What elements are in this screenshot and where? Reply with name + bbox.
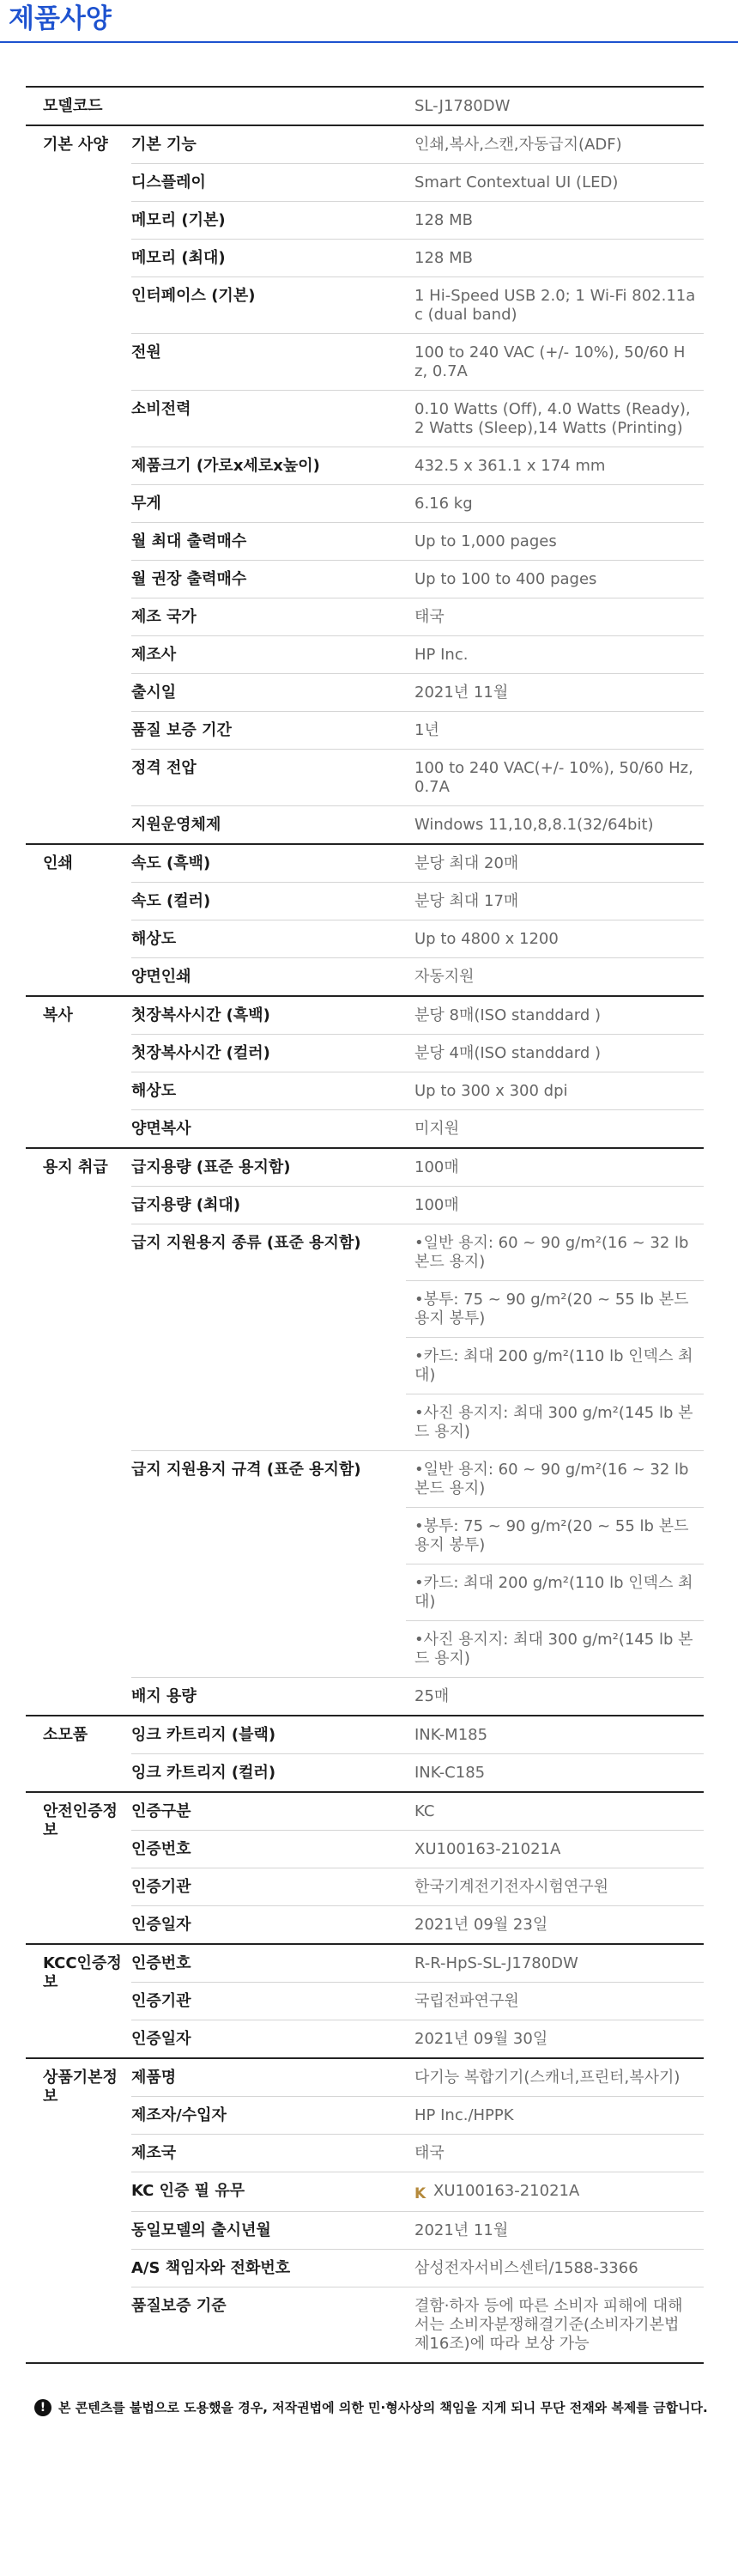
spec-row bbox=[131, 202, 704, 240]
spec-value: 100 to 240 VAC(+/- 10%), 50/60 Hz, 0.7A bbox=[414, 759, 693, 796]
copyright-notice bbox=[34, 2398, 738, 2417]
section-category: 기본 사양 bbox=[43, 136, 108, 154]
spec-section bbox=[26, 2059, 704, 2364]
spec-label: 정격 전압 bbox=[131, 759, 197, 777]
spec-value: 분당 4매(ISO standdard ) bbox=[414, 1044, 601, 1062]
spec-row bbox=[131, 1906, 704, 1943]
spec-values bbox=[406, 1035, 704, 1072]
spec-value: INK-C185 bbox=[414, 1764, 486, 1782]
spec-values bbox=[406, 845, 704, 882]
page-title: 제품사양 bbox=[0, 0, 738, 43]
spec-row bbox=[131, 806, 704, 843]
spec-row bbox=[131, 997, 704, 1035]
spec-value: Up to 1,000 pages bbox=[414, 532, 557, 550]
spec-label: 제조국 bbox=[131, 2144, 177, 2162]
spec-values bbox=[406, 1451, 704, 1677]
section-category: 모델코드 bbox=[43, 97, 103, 115]
spec-row bbox=[131, 1072, 704, 1110]
spec-value: •일반 용지: 60 ~ 90 g/m²(16 ~ 32 lb 본드 용지) bbox=[406, 1224, 704, 1281]
spec-value: 태국 bbox=[414, 2144, 445, 2162]
spec-label: 품질보증 기준 bbox=[131, 2297, 227, 2315]
spec-values bbox=[406, 1072, 704, 1109]
spec-values bbox=[406, 1945, 704, 1982]
spec-row bbox=[131, 598, 704, 636]
spec-row bbox=[131, 1945, 704, 1983]
spec-values bbox=[406, 997, 704, 1034]
spec-row bbox=[131, 1983, 704, 2020]
spec-value: •사진 용지지: 최대 300 g/m²(145 lb 본드 용지) bbox=[414, 1631, 693, 1668]
spec-value: 분당 최대 20매 bbox=[414, 854, 519, 872]
section-rows bbox=[131, 88, 704, 125]
spec-row bbox=[131, 2250, 704, 2287]
spec-label: 기본 기능 bbox=[131, 136, 197, 154]
spec-value: 자동지원 bbox=[414, 968, 475, 986]
spec-label: 인증구분 bbox=[131, 1802, 191, 1820]
spec-label: 인증기관 bbox=[131, 1878, 191, 1896]
spec-values bbox=[406, 1793, 704, 1830]
spec-value: 다기능 복합기기(스캐너,프린터,복사기) bbox=[414, 2069, 681, 2087]
section-category: 안전인증정보 bbox=[43, 1802, 118, 1839]
spec-row bbox=[131, 334, 704, 391]
spec-values bbox=[406, 883, 704, 920]
spec-values bbox=[406, 2250, 704, 2287]
spec-row bbox=[131, 1754, 704, 1791]
spec-values bbox=[406, 2212, 704, 2249]
spec-row bbox=[131, 712, 704, 750]
section-category: 복사 bbox=[43, 1006, 73, 1024]
spec-values bbox=[406, 126, 704, 163]
spec-row bbox=[131, 240, 704, 277]
spec-value: 100 to 240 VAC (+/- 10%), 50/60 Hz, 0.7A bbox=[414, 343, 686, 380]
spec-value: 2021년 11월 bbox=[414, 2221, 509, 2239]
spec-value: R-R-HpS-SL-J1780DW bbox=[414, 1954, 578, 1972]
spec-values bbox=[406, 277, 704, 333]
section-rows bbox=[131, 845, 704, 995]
spec-label: 양면복사 bbox=[131, 1120, 191, 1138]
spec-label: A/S 책임자와 전화번호 bbox=[131, 2259, 291, 2277]
spec-row bbox=[131, 2212, 704, 2250]
spec-label: 해상도 bbox=[131, 1082, 177, 1100]
spec-values bbox=[406, 636, 704, 673]
spec-row bbox=[131, 1868, 704, 1906]
spec-value: •봉투: 75 ~ 90 g/m²(20 ~ 55 lb 본드 용지 봉투) bbox=[406, 1281, 704, 1338]
spec-values bbox=[406, 391, 704, 447]
section-category: 상품기본정보 bbox=[43, 2069, 118, 2105]
spec-value: XU100163-21021A bbox=[414, 1840, 561, 1858]
spec-label: 급지용량 (표준 용지함) bbox=[131, 1158, 291, 1176]
spec-row bbox=[131, 2135, 704, 2172]
spec-value: •봉투: 75 ~ 90 g/m²(20 ~ 55 lb 본드 용지 봉투) bbox=[406, 1508, 704, 1564]
spec-row bbox=[131, 88, 704, 125]
spec-value: 1년 bbox=[414, 721, 439, 739]
section-rows bbox=[131, 997, 704, 1147]
spec-value: 432.5 x 361.1 x 174 mm bbox=[414, 457, 606, 475]
spec-value: 128 MB bbox=[414, 249, 473, 267]
spec-label bbox=[131, 88, 406, 125]
spec-row bbox=[131, 1149, 704, 1187]
section-rows bbox=[131, 1716, 704, 1791]
section-category: 소모품 bbox=[43, 1726, 88, 1744]
spec-label: 첫장복사시간 (흑백) bbox=[131, 1006, 270, 1024]
spec-row bbox=[131, 750, 704, 806]
spec-row bbox=[131, 485, 704, 523]
spec-row bbox=[131, 920, 704, 958]
spec-value: 삼성전자서비스센터/1588-3366 bbox=[414, 2259, 638, 2277]
spec-value: 태국 bbox=[414, 608, 445, 626]
spec-label: 잉크 카트리지 (블랙) bbox=[131, 1726, 276, 1744]
spec-row bbox=[131, 2020, 704, 2057]
spec-values bbox=[406, 920, 704, 957]
spec-row bbox=[131, 883, 704, 920]
spec-label: 무게 bbox=[131, 495, 161, 513]
spec-value: •사진 용지지: 최대 300 g/m²(145 lb 본드 용지) bbox=[414, 1404, 693, 1441]
spec-label: 배지 용량 bbox=[131, 1687, 197, 1705]
spec-values bbox=[406, 806, 704, 843]
spec-section bbox=[26, 1793, 704, 1945]
spec-row bbox=[131, 636, 704, 674]
spec-label: 해상도 bbox=[131, 930, 177, 948]
kc-mark-icon: K bbox=[414, 2185, 426, 2202]
spec-section bbox=[26, 1716, 704, 1793]
spec-values bbox=[406, 485, 704, 522]
spec-row bbox=[131, 277, 704, 334]
spec-section bbox=[26, 997, 704, 1149]
spec-label: 제품명 bbox=[131, 2069, 177, 2087]
spec-label: 동일모델의 출시년월 bbox=[131, 2221, 271, 2239]
spec-label: 급지 지원용지 규격 (표준 용지함) bbox=[131, 1461, 361, 1479]
spec-value: INK-M185 bbox=[414, 1726, 488, 1744]
spec-label: 출시일 bbox=[131, 683, 177, 702]
spec-value: Up to 4800 x 1200 bbox=[414, 930, 559, 948]
spec-row bbox=[131, 2287, 704, 2362]
spec-label: 속도 (컬러) bbox=[131, 892, 211, 910]
spec-value: Up to 300 x 300 dpi bbox=[414, 1082, 568, 1100]
exclamation-icon: ! bbox=[34, 2399, 51, 2416]
spec-values bbox=[406, 958, 704, 995]
spec-value: 100매 bbox=[414, 1196, 459, 1214]
spec-values bbox=[406, 561, 704, 598]
spec-value: 25매 bbox=[414, 1687, 450, 1705]
spec-label: 월 권장 출력매수 bbox=[131, 570, 247, 588]
spec-value: HP Inc. bbox=[414, 646, 469, 664]
spec-label: 인증일자 bbox=[131, 2030, 191, 2048]
section-rows bbox=[131, 1793, 704, 1943]
spec-section bbox=[26, 1149, 704, 1716]
spec-values bbox=[406, 240, 704, 276]
spec-values bbox=[406, 2172, 704, 2211]
spec-label: 디스플레이 bbox=[131, 173, 206, 191]
section-rows bbox=[131, 1149, 704, 1715]
spec-value: 1 Hi-Speed USB 2.0; 1 Wi-Fi 802.11ac (dual band) bbox=[414, 287, 696, 324]
spec-label: 첫장복사시간 (컬러) bbox=[131, 1044, 270, 1062]
spec-row bbox=[131, 1187, 704, 1224]
spec-value: 0.10 Watts (Off), 4.0 Watts (Ready), 2 Watts (Sleep),14 Watts (Printing) bbox=[414, 400, 691, 437]
spec-row bbox=[131, 1110, 704, 1147]
spec-row bbox=[131, 561, 704, 598]
spec-value: 분당 8매(ISO standdard ) bbox=[414, 1006, 601, 1024]
spec-values bbox=[406, 598, 704, 635]
spec-values bbox=[406, 2135, 704, 2172]
spec-label: 인증일자 bbox=[131, 1916, 191, 1934]
spec-label: 메모리 (최대) bbox=[131, 249, 226, 267]
spec-value: Up to 100 to 400 pages bbox=[414, 570, 597, 588]
spec-row bbox=[131, 845, 704, 883]
spec-label: 지원운영체제 bbox=[131, 816, 221, 834]
spec-value: 128 MB bbox=[414, 211, 473, 229]
section-category: 인쇄 bbox=[43, 854, 73, 872]
spec-label: 제품크기 (가로x세로x높이) bbox=[131, 457, 320, 475]
spec-values bbox=[406, 1678, 704, 1715]
spec-value: •카드: 최대 200 g/m²(110 lb 인덱스 최대) bbox=[406, 1338, 704, 1394]
spec-label: 제조사 bbox=[131, 646, 177, 664]
spec-value: 2021년 11월 bbox=[414, 683, 509, 702]
spec-label: 속도 (흑백) bbox=[131, 854, 211, 872]
spec-label: 인증기관 bbox=[131, 1992, 191, 2010]
spec-value: 100매 bbox=[414, 1158, 459, 1176]
spec-values bbox=[406, 2020, 704, 2057]
spec-section bbox=[26, 1945, 704, 2059]
spec-values bbox=[406, 1754, 704, 1791]
section-rows bbox=[131, 2059, 704, 2362]
spec-values bbox=[406, 2059, 704, 2096]
spec-value: •일반 용지: 60 ~ 90 g/m²(16 ~ 32 lb 본드 용지) bbox=[406, 1451, 704, 1508]
spec-values bbox=[406, 1983, 704, 2020]
section-category: 용지 취급 bbox=[43, 1158, 108, 1176]
spec-row bbox=[131, 126, 704, 164]
spec-value: 국립전파연구원 bbox=[414, 1992, 519, 2010]
spec-value: HP Inc./HPPK bbox=[414, 2106, 514, 2124]
spec-values bbox=[406, 1110, 704, 1147]
spec-label: 품질 보증 기간 bbox=[131, 721, 232, 739]
spec-table bbox=[26, 86, 704, 2364]
section-rows bbox=[131, 1945, 704, 2057]
spec-value: •카드: 최대 200 g/m²(110 lb 인덱스 최대) bbox=[406, 1564, 704, 1621]
spec-value: 분당 최대 17매 bbox=[414, 892, 519, 910]
spec-label: 제조자/수입자 bbox=[131, 2106, 227, 2124]
spec-row bbox=[131, 958, 704, 995]
spec-label: 급지용량 (최대) bbox=[131, 1196, 241, 1214]
spec-values bbox=[406, 334, 704, 390]
spec-label: 제조 국가 bbox=[131, 608, 197, 626]
spec-row bbox=[131, 164, 704, 202]
spec-values bbox=[406, 750, 704, 805]
spec-row bbox=[131, 1035, 704, 1072]
spec-values bbox=[406, 202, 704, 239]
spec-values bbox=[406, 88, 704, 125]
spec-label: 메모리 (기본) bbox=[131, 211, 226, 229]
spec-row bbox=[131, 523, 704, 561]
spec-label: 전원 bbox=[131, 343, 161, 361]
spec-label: 급지 지원용지 종류 (표준 용지함) bbox=[131, 1234, 361, 1252]
spec-values bbox=[406, 1906, 704, 1943]
section-rows bbox=[131, 126, 704, 843]
spec-row bbox=[131, 1678, 704, 1715]
spec-value: Windows 11,10,8,8.1(32/64bit) bbox=[414, 816, 654, 834]
spec-value: 6.16 kg bbox=[414, 495, 473, 513]
spec-values bbox=[406, 1187, 704, 1224]
spec-section bbox=[26, 845, 704, 997]
spec-value: 인쇄,복사,스캔,자동급지(ADF) bbox=[414, 136, 622, 154]
spec-value: 미지원 bbox=[414, 1120, 460, 1138]
spec-values bbox=[406, 447, 704, 484]
spec-value bbox=[406, 2172, 704, 2211]
spec-value: 2021년 09월 23일 bbox=[414, 1916, 548, 1934]
notice-text: 본 콘텐츠를 불법으로 도용했을 경우, 저작권법에 의한 민·형사상의 책임을 지게 되니 무단 전재와 복제를 금합니다. bbox=[58, 2400, 708, 2415]
spec-row bbox=[131, 2172, 704, 2212]
spec-values bbox=[406, 2097, 704, 2134]
spec-values bbox=[406, 523, 704, 560]
spec-row bbox=[131, 1793, 704, 1831]
spec-label: 인터페이스 (기본) bbox=[131, 287, 256, 305]
spec-row bbox=[131, 391, 704, 447]
spec-values bbox=[406, 2287, 704, 2362]
spec-value: SL-J1780DW bbox=[414, 97, 511, 115]
spec-row bbox=[131, 2059, 704, 2097]
spec-section bbox=[26, 88, 704, 126]
spec-label: KC 인증 필 유무 bbox=[131, 2182, 245, 2200]
spec-row bbox=[131, 1224, 704, 1451]
spec-row bbox=[131, 2097, 704, 2135]
spec-values bbox=[406, 1716, 704, 1753]
spec-value-text: XU100163-21021A bbox=[433, 2182, 580, 2200]
spec-row bbox=[131, 447, 704, 485]
spec-values bbox=[406, 712, 704, 749]
spec-row bbox=[131, 674, 704, 712]
spec-row bbox=[131, 1451, 704, 1678]
spec-values bbox=[406, 1224, 704, 1450]
spec-label: 인증번호 bbox=[131, 1954, 191, 1972]
spec-value: KC bbox=[414, 1802, 435, 1820]
spec-row bbox=[131, 1831, 704, 1868]
spec-label: 양면인쇄 bbox=[131, 968, 191, 986]
spec-values bbox=[406, 674, 704, 711]
spec-values bbox=[406, 164, 704, 201]
spec-values bbox=[406, 1831, 704, 1868]
spec-section bbox=[26, 126, 704, 845]
spec-values bbox=[406, 1149, 704, 1186]
spec-row bbox=[131, 1716, 704, 1754]
spec-label: 인증번호 bbox=[131, 1840, 191, 1858]
spec-label: 소비전력 bbox=[131, 400, 191, 418]
spec-value: 결함·하자 등에 따른 소비자 피해에 대해서는 소비자분쟁해결기준(소비자기본법 제16조)에 따라 보상 가능 bbox=[414, 2297, 683, 2353]
spec-value: 한국기계전기전자시험연구원 bbox=[414, 1878, 609, 1896]
spec-values bbox=[406, 1868, 704, 1905]
spec-value: Smart Contextual UI (LED) bbox=[414, 173, 619, 191]
spec-label: 잉크 카트리지 (컬러) bbox=[131, 1764, 276, 1782]
spec-value: 2021년 09월 30일 bbox=[414, 2030, 548, 2048]
spec-label: 월 최대 출력매수 bbox=[131, 532, 247, 550]
section-category: KCC인증정보 bbox=[43, 1954, 122, 1991]
